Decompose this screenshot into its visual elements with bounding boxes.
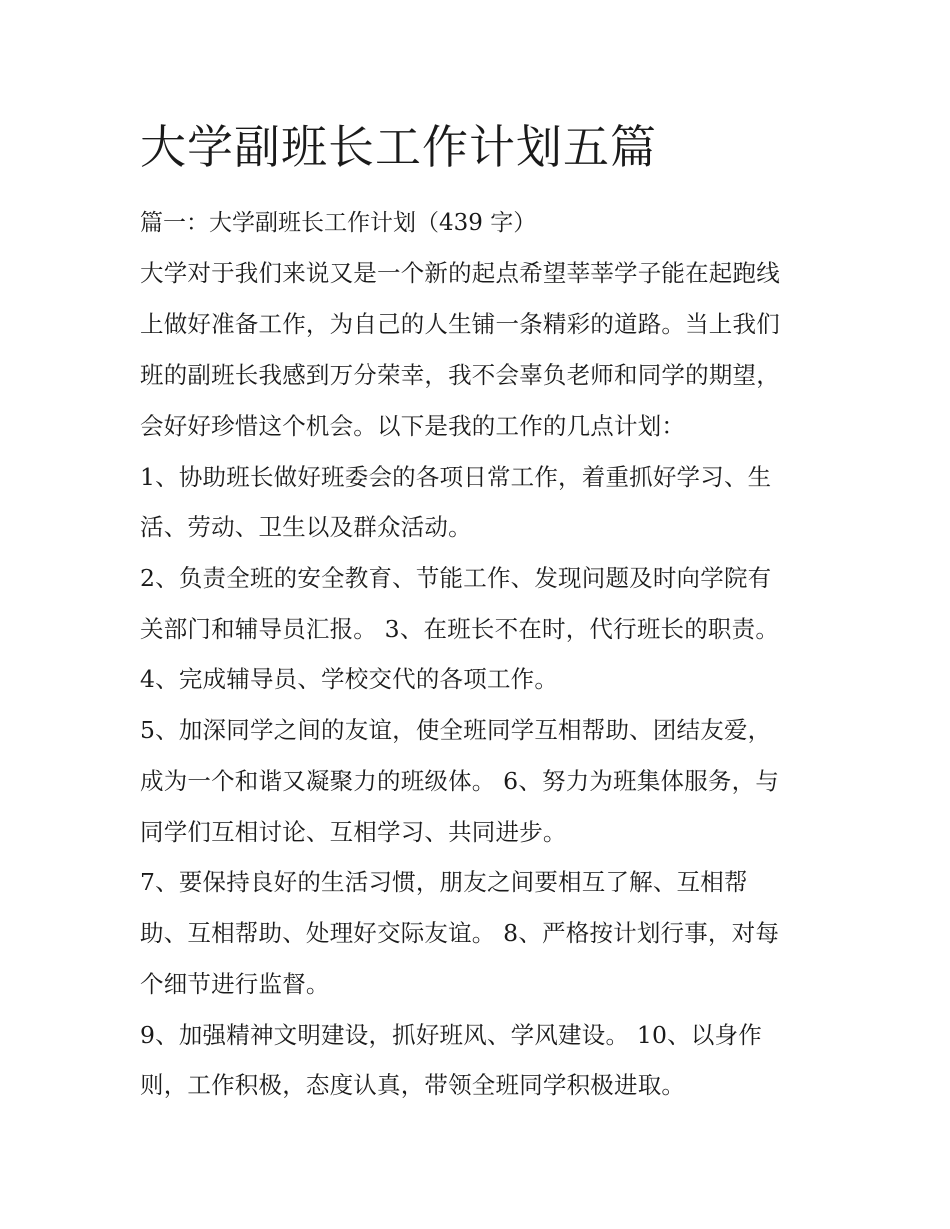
body-line: 9、加强精神文明建设，抓好班风、学风建设。 10、以身作 <box>140 1021 762 1049</box>
body-line: 同学们互相讨论、互相学习、共同进步。 <box>140 818 567 846</box>
body-line: 4、完成辅导员、学校交代的各项工作。 <box>140 665 559 693</box>
document-title: 大学副班长工作计划五篇 <box>140 120 657 174</box>
body-line: 5、加深同学之间的友谊，使全班同学互相帮助、团结友爱， <box>140 716 772 744</box>
body-line: 会好好珍惜这个机会。以下是我的工作的几点计划： <box>140 412 686 440</box>
body-line: 关部门和辅导员汇报。 3、在班长不在时，代行班长的职责。 <box>140 615 780 643</box>
body-line: 班的副班长我感到万分荣幸，我不会辜负老师和同学的期望， <box>140 361 780 389</box>
body-line: 7、要保持良好的生活习惯，朋友之间要相互了解、互相帮 <box>140 868 748 896</box>
body-line: 活、劳动、卫生以及群众活动。 <box>140 513 472 541</box>
body-line: 1、协助班长做好班委会的各项日常工作，着重抓好学习、生 <box>140 463 772 491</box>
document-page <box>140 0 830 1229</box>
body-line: 成为一个和谐又凝聚力的班级体。 6、努力为班集体服务，与 <box>140 767 780 795</box>
body-line: 则，工作积极，态度认真，带领全班同学积极进取。 <box>140 1071 686 1099</box>
body-line: 大学对于我们来说又是一个新的起点希望莘莘学子能在起跑线 <box>140 259 780 287</box>
section-heading: 篇一：大学副班长工作计划（439 字） <box>140 210 537 236</box>
body-line: 助、互相帮助、处理好交际友谊。 8、严格按计划行事，对每 <box>140 919 780 947</box>
body-line: 个细节进行监督。 <box>140 970 330 998</box>
body-line: 2、负责全班的安全教育、节能工作、发现问题及时向学院有 <box>140 564 772 592</box>
body-line: 上做好准备工作，为自己的人生铺一条精彩的道路。当上我们 <box>140 310 780 338</box>
